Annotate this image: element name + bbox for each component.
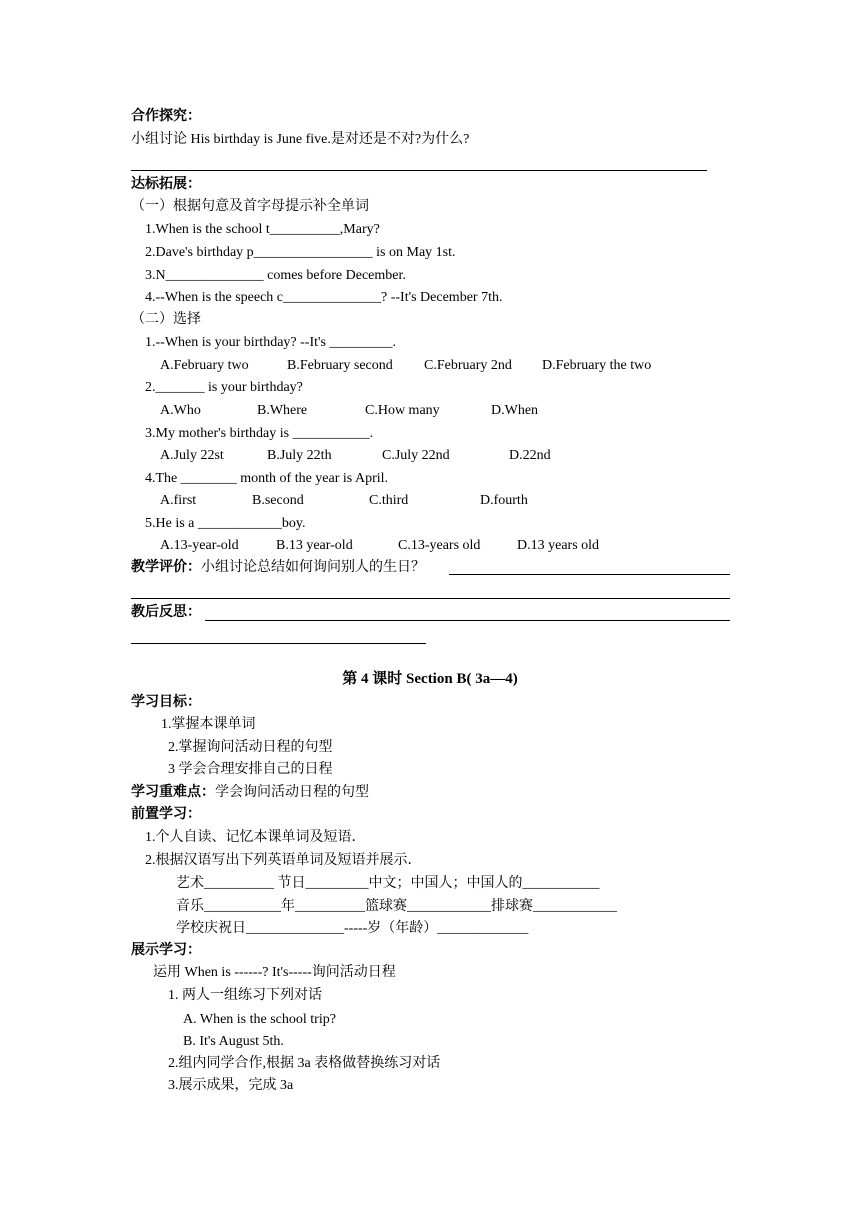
pre-study-item-2: 2.根据汉语写出下列英语单词及短语并展示． [145,853,422,868]
exercise-part-2-title: （二）选择 [131,312,201,327]
choice-question-5: 5.He is a ____________boy. [145,516,306,531]
vocab-line-1: 艺术__________ 节日_________中文；中国人；中国人的___________ [176,876,600,891]
choice-3-option-c: C.July 22nd [382,448,450,463]
teaching-evaluation-text: 小组讨论总结如何询问别人的生日？ [201,560,425,575]
choice-5-option-a: A.13-year-old [160,538,239,553]
vocab-line-3: 学校庆祝日______________-----岁（年龄）_____________ [176,921,529,936]
reflection-label: 教后反思： [131,605,201,620]
choice-2-option-b: B.Where [257,403,308,418]
choice-2-option-d: D.When [491,403,539,418]
choice-4-option-b: B.second [252,493,304,508]
show-study-intro: 运用 When is ------? It's-----询问活动日程 [153,965,396,980]
pre-study-heading: 前置学习： [131,807,201,822]
show-study-item-2: 2.组内同学合作,根据 3a 表格做替换练习对话 [168,1056,441,1071]
section-heading-dabiao: 达标拓展： [131,177,201,192]
choice-5-option-b: B.13 year-old [276,538,353,553]
choice-question-3: 3.My mother's birthday is ___________. [145,426,374,441]
choice-3-option-b: B.July 22th [267,448,332,463]
teaching-evaluation-label: 教学评价： [131,560,201,575]
key-points-label: 学习重难点： [131,785,215,800]
answer-line [131,598,730,599]
learning-goal-1: 1.掌握本课单词 [161,717,256,732]
choice-5-option-c: C.13-years old [398,538,481,553]
show-study-heading: 展示学习： [131,943,201,958]
choice-2-option-c: C.How many [365,403,440,418]
fill-in-question-1: 1.When is the school t__________,Mary? [145,222,380,237]
choice-4-option-d: D.fourth [480,493,528,508]
answer-line [205,620,730,621]
choice-question-2: 2._______ is your birthday? [145,380,303,395]
choice-question-4: 4.The ________ month of the year is April. [145,471,389,486]
learning-goals-heading: 学习目标： [131,695,201,710]
choice-5-option-d: D.13 years old [517,538,600,553]
answer-line [131,643,426,644]
choice-2-option-a: A.Who [160,403,201,418]
dialog-line-a: A. When is the school trip? [183,1012,336,1027]
answer-line [449,574,730,575]
key-points [131,784,369,802]
section-heading-hezuo: 合作探究： [131,109,201,124]
fill-in-question-4: 4.--When is the speech c______________? --It's December 7th. [145,290,503,305]
learning-goal-2: 2.掌握询问活动日程的句型 [168,740,333,755]
choice-3-option-d: D.22nd [509,448,551,463]
vocab-line-2: 音乐___________年__________篮球赛____________排球赛____________ [176,899,617,914]
answer-line [131,170,707,171]
show-study-item-1: 1. 两人一组练习下列对话 [168,988,322,1003]
fill-in-question-3: 3.N______________ comes before December. [145,268,406,283]
learning-goal-3: 3 学会合理安排自己的日程 [168,762,333,777]
dialog-line-b: B. It's August 5th. [183,1034,284,1049]
choice-3-option-a: A.July 22st [160,448,224,463]
choice-1-option-b: B.February second [287,358,393,373]
lesson-title: 第 4 课时 Section B( 3a—4) [342,671,518,687]
choice-4-option-c: C.third [369,493,409,508]
choice-4-option-a: A.first [160,493,197,508]
discussion-prompt: 小组讨论 His birthday is June five.是对还是不对?为什么? [131,132,470,147]
pre-study-item-1: 1.个人自读、记忆本课单词及短语． [145,830,366,845]
choice-question-1: 1.--When is your birthday? --It's _________. [145,335,396,350]
show-study-item-3: 3.展示成果，完成 3a [168,1078,294,1093]
choice-1-option-d: D.February the two [542,358,652,373]
teaching-evaluation [131,559,425,577]
choice-1-option-a: A.February two [160,358,249,373]
fill-in-question-2: 2.Dave's birthday p_________________ is on May 1st. [145,245,456,260]
exercise-part-1-title: （一）根据句意及首字母提示补全单词 [131,199,369,214]
key-points-text: 学会询问活动日程的句型 [215,785,369,800]
choice-1-option-c: C.February 2nd [424,358,512,373]
